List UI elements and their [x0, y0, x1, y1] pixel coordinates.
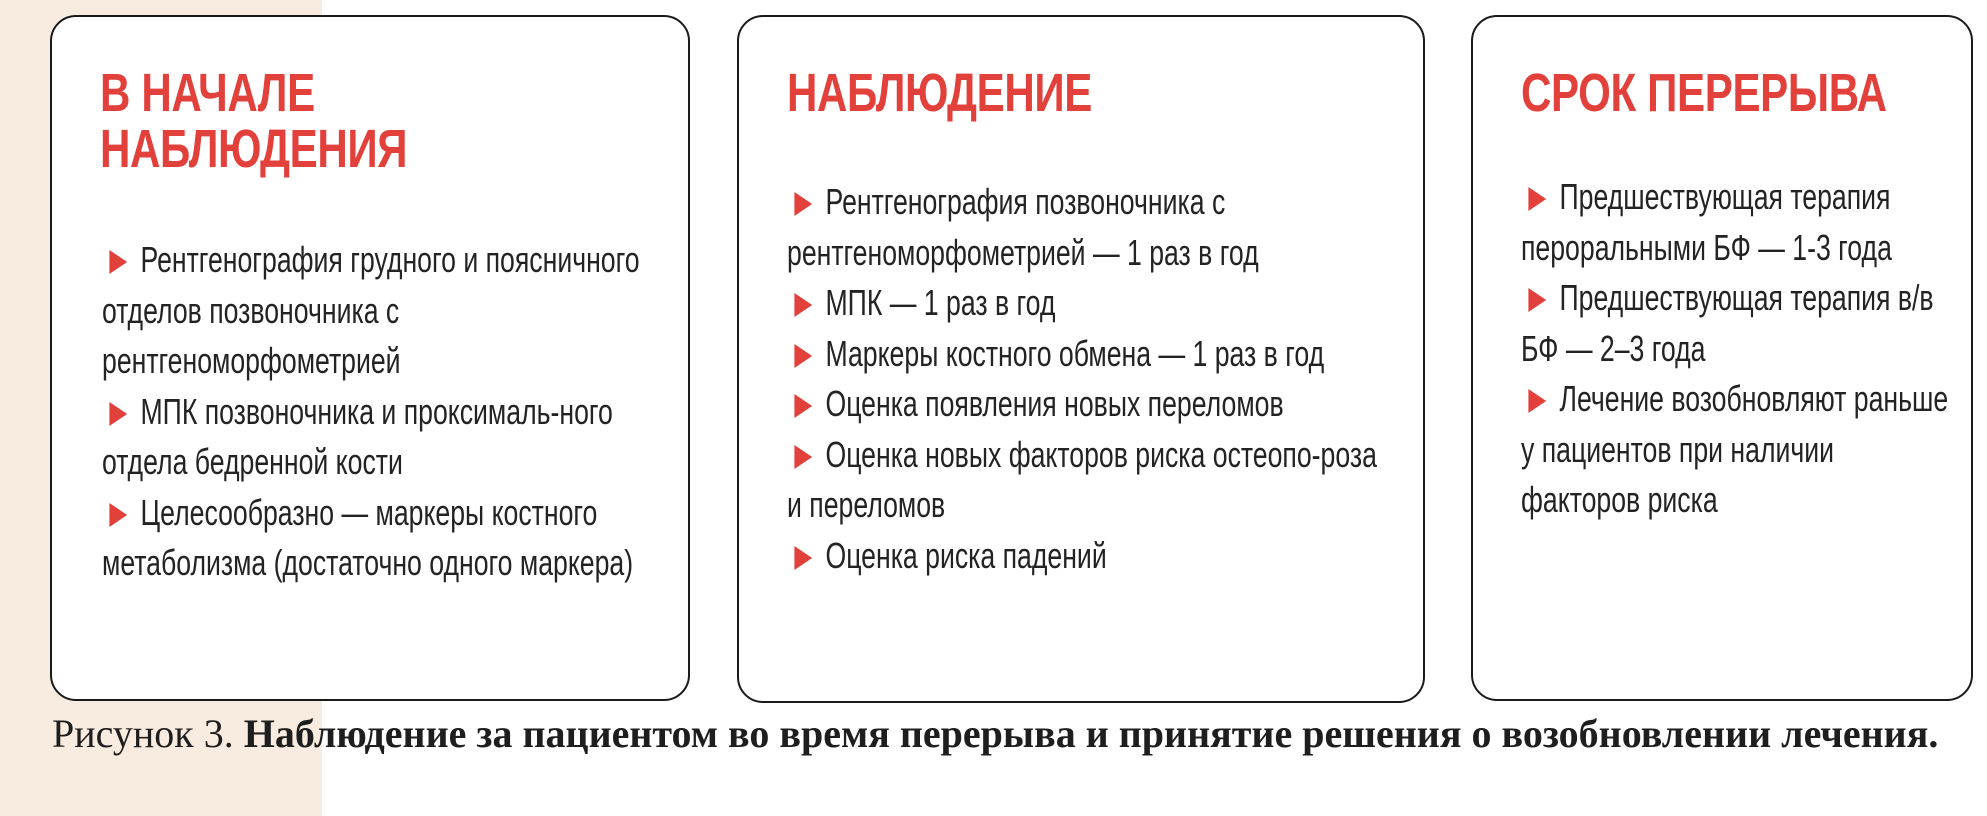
figure-label: Рисунок 3.: [52, 711, 234, 756]
triangle-right-icon: [794, 394, 812, 418]
triangle-right-icon: [1528, 187, 1546, 211]
card-title-line: СРОК ПЕРЕРЫВА: [1521, 63, 1887, 123]
triangle-right-icon: [794, 344, 812, 368]
item-text: МПК позвоночника и проксималь-ного отдела бедренной кости: [102, 390, 613, 482]
item-text: Предшествующая терапия в/в БФ — 2–3 года: [1521, 277, 1934, 369]
list-item: [787, 278, 1379, 329]
list-item: [1521, 374, 1958, 526]
card-title: [1521, 65, 1887, 121]
triangle-right-icon: [109, 503, 127, 527]
triangle-right-icon: [794, 445, 812, 469]
item-text: Целесообразно — маркеры костного метаболизма (достаточно одного маркера): [102, 491, 634, 583]
item-text: Оценка риска падений: [825, 534, 1107, 576]
list-item: [787, 531, 1379, 582]
card-title: [787, 65, 1092, 121]
triangle-right-icon: [1528, 288, 1546, 312]
item-text: Рентгенография грудного и поясничного отделов позвоночника с рентгеноморфометрией: [102, 239, 640, 381]
triangle-right-icon: [794, 546, 812, 570]
card-observation: [737, 15, 1425, 703]
item-text: МПК — 1 раз в год: [825, 282, 1056, 323]
card-title-line: НАБЛЮДЕНИЕ: [787, 63, 1092, 123]
card-item-list: [102, 235, 679, 589]
list-item: [787, 430, 1379, 531]
card-item-list: [1521, 172, 1958, 526]
list-item: [1521, 273, 1958, 374]
card-item-list: [787, 177, 1379, 581]
figure-caption-text: Наблюдение за пациентом во время перерыва и принятие решения о возобновлении лечения.: [243, 711, 1939, 756]
list-item: [102, 387, 679, 488]
list-item: [787, 379, 1379, 430]
item-text: Лечение возобновляют раньше у пациентов при наличии факторов риска: [1521, 378, 1949, 520]
item-text: Маркеры костного обмена — 1 раз в год: [825, 332, 1325, 374]
list-item: [102, 235, 679, 387]
item-text: Оценка новых факторов риска остеопо-роза и переломов: [787, 433, 1377, 525]
item-text: Предшествующая терапия пероральными БФ — 1-3 года: [1521, 176, 1892, 268]
item-text: Оценка появления новых переломов: [825, 383, 1284, 424]
triangle-right-icon: [794, 192, 812, 216]
list-item: [1521, 172, 1958, 273]
triangle-right-icon: [794, 293, 812, 317]
triangle-right-icon: [1528, 389, 1546, 413]
card-title-line: В НАЧАЛЕ: [100, 63, 315, 123]
list-item: [102, 488, 679, 589]
card-title-line: НАБЛЮДЕНИЯ: [100, 119, 408, 179]
list-item: [787, 177, 1379, 278]
figure-caption: [52, 710, 1952, 758]
card-title: [100, 65, 407, 177]
item-text: Рентгенография позвоночника с рентгеноморфометрией — 1 раз в год: [787, 181, 1259, 273]
card-initial-observation: [50, 15, 690, 701]
list-item: [787, 329, 1379, 380]
card-break-duration: [1471, 15, 1973, 701]
triangle-right-icon: [109, 402, 127, 426]
triangle-right-icon: [109, 250, 127, 274]
